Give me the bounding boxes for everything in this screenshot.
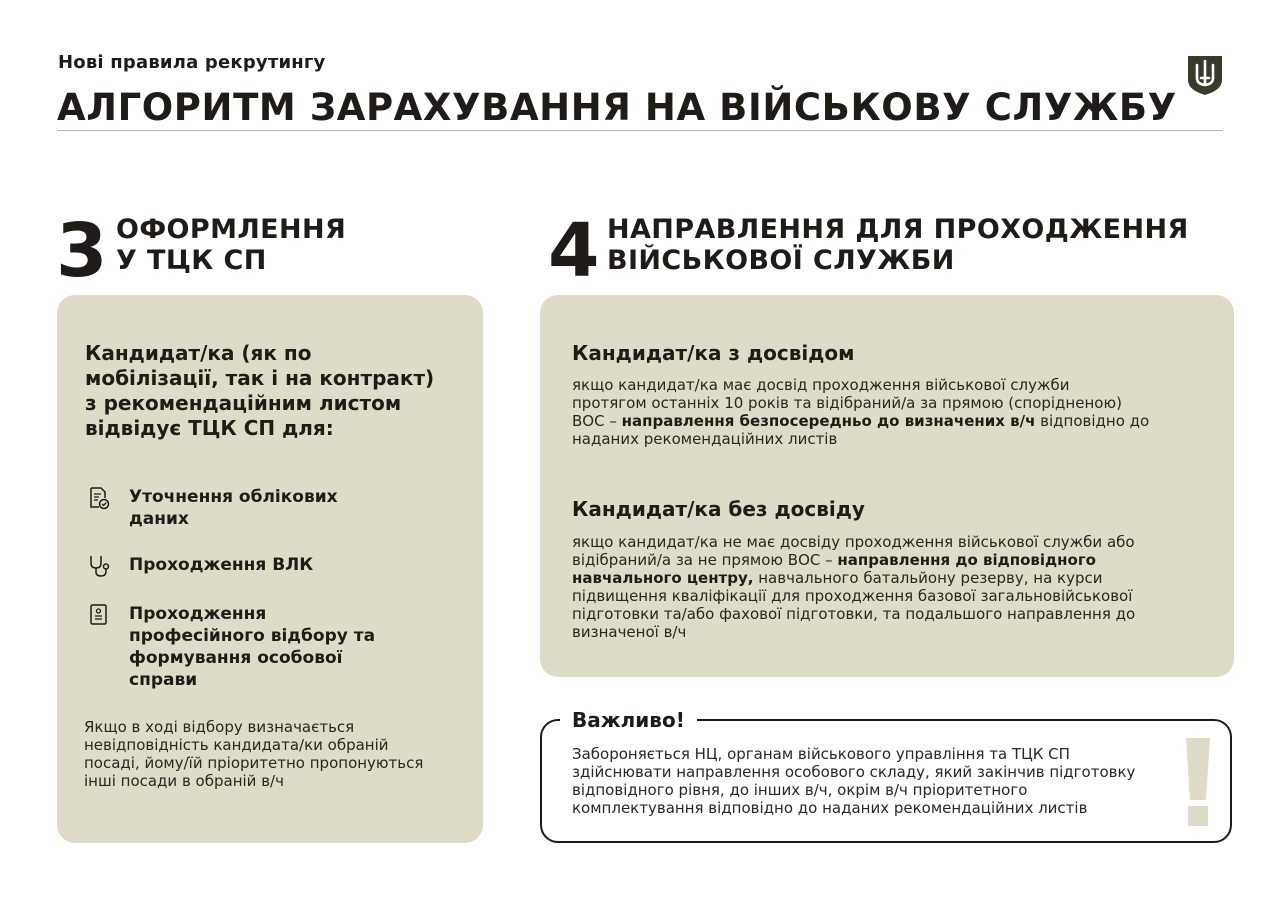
experienced-text: якщо кандидат/ка має досвід проходження військової служби протягом останніх 10 років та відібраний/а за прямою (спорідненою) ВОС – направлення безпосередньо до визначених в/ч відповідно до наданих рекомендаційних листів [572, 376, 1150, 448]
exclamation-icon [1182, 738, 1214, 826]
step-3-number: 3 [56, 208, 108, 294]
trident-icon [1186, 54, 1224, 96]
step-4-title: НАПРАВЛЕННЯ ДЛЯ ПРОХОДЖЕННЯ ВІЙСЬКОВОЇ СЛУЖБИ [607, 214, 1189, 276]
list-item-label: Уточнення облікових даних [129, 487, 338, 529]
header-divider [57, 130, 1223, 131]
list-item-label: Проходження професійного відбору та формування особової справи [129, 604, 376, 690]
document-check-icon [87, 486, 111, 510]
stethoscope-icon [87, 554, 111, 578]
page-title: АЛГОРИТМ ЗАРАХУВАННЯ НА ВІЙСЬКОВУ СЛУЖБУ [57, 86, 1177, 129]
inexperienced-heading: Кандидат/ка без досвіду [572, 497, 865, 521]
important-label: Важливо! [560, 708, 697, 732]
id-card-icon [87, 603, 111, 627]
step-4-number: 4 [548, 208, 600, 294]
experienced-heading: Кандидат/ка з досвідом [572, 341, 855, 365]
step-3-title: ОФОРМЛЕННЯ У ТЦК СП [116, 214, 347, 276]
list-item-label: Проходження ВЛК [129, 555, 314, 575]
page-subtitle: Нові правила рекрутингу [58, 52, 326, 73]
step-3-lead: Кандидат/ка (як по мобілізації, так і на контракт) з рекомендаційним листом відвідує ТЦК СП для: [85, 341, 435, 440]
step-3-note: Якщо в ході відбору визначається невідповідність кандидата/ки обраній посаді, йому/їй пріоритетно пропонуються інші посади в обраній в/ч [84, 718, 424, 790]
inexperienced-text: якщо кандидат/ка не має досвіду проходження військової служби або відібраний/а за не прямою ВОС – направлення до відповідного навчального центру, навчального батальйону резерву, на курси підвищення кваліфікації для проходження базової загальновійськової підготовки та/або фахової підготовки, та подальшого направлення до визначеної в/ч [572, 533, 1136, 641]
important-text: Забороняється НЦ, органам військового управління та ТЦК СП здійснювати направлення особового складу, який закінчив підготовку відповідного рівня, до інших в/ч, окрім в/ч пріоритетного комплектування відповідно до наданих рекомендаційних листів [572, 745, 1136, 817]
